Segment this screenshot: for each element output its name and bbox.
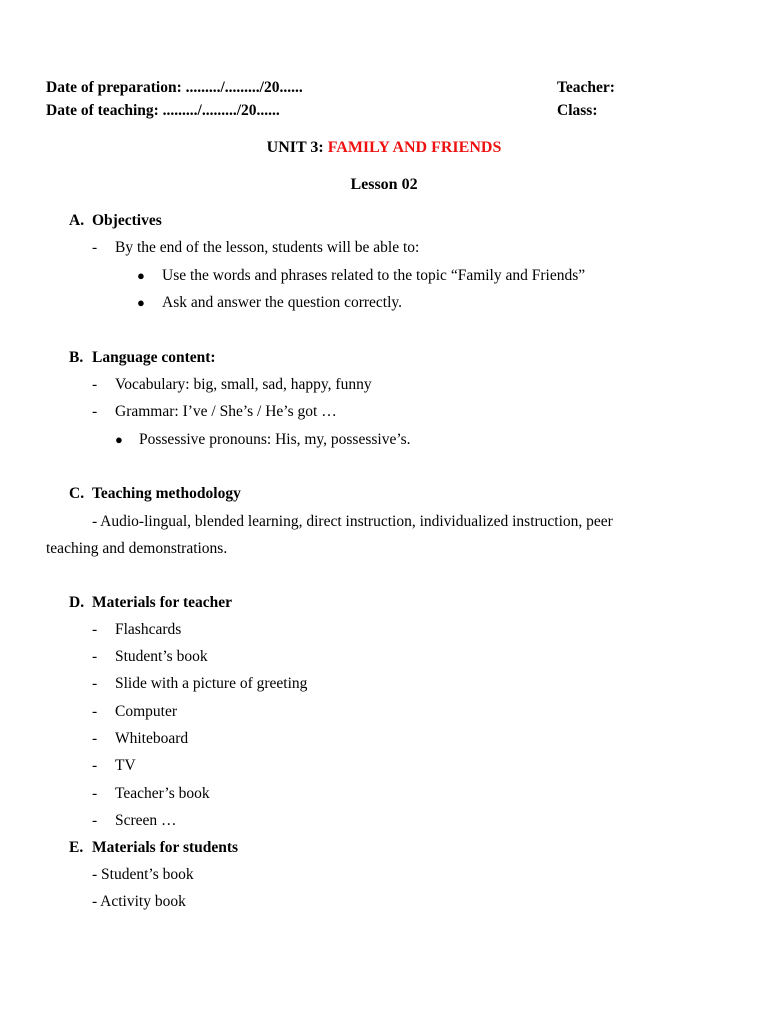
section-d-heading: Materials for teacher [92, 594, 233, 611]
dash-marker: - [92, 621, 98, 638]
dash-marker: - [92, 703, 98, 720]
bullet-icon: ● [115, 432, 123, 447]
objective-item: Ask and answer the question correctly. [162, 294, 403, 311]
teacher-material-item: Teacher’s book [115, 785, 210, 802]
section-e-letter: E. [69, 839, 84, 856]
vocabulary-line: Vocabulary: big, small, sad, happy, funny [115, 376, 372, 393]
dash-marker: - [92, 239, 98, 256]
dash-marker: - [92, 785, 98, 802]
teacher-material-item: TV [115, 757, 136, 774]
teacher-label: Teacher: [557, 79, 615, 96]
lesson-title: Lesson 02 [350, 176, 418, 193]
section-a-letter: A. [69, 212, 85, 229]
section-a-heading: Objectives [92, 212, 162, 229]
section-b-heading: Language content: [92, 349, 216, 366]
teacher-material-item: Screen … [115, 812, 177, 829]
section-c-heading: Teaching methodology [92, 485, 241, 502]
objective-item: Use the words and phrases related to the topic “Family and Friends” [162, 267, 586, 284]
bullet-icon: ● [137, 295, 145, 310]
class-label: Class: [557, 102, 598, 119]
dash-marker: - [92, 812, 98, 829]
dash-marker: - [92, 376, 98, 393]
possessive-pronouns-line: Possessive pronouns: His, my, possessive’s. [139, 431, 411, 448]
section-b-letter: B. [69, 349, 84, 366]
dash-marker: - [92, 730, 98, 747]
dash-marker: - [92, 675, 98, 692]
student-material-item: - Activity book [92, 893, 186, 910]
teacher-material-item: Slide with a picture of greeting [115, 675, 308, 692]
dash-marker: - [92, 403, 98, 420]
teacher-material-item: Student’s book [115, 648, 208, 665]
methodology-line-2: teaching and demonstrations. [46, 540, 228, 557]
section-d-letter: D. [69, 594, 85, 611]
unit-name: FAMILY AND FRIENDS [327, 139, 502, 156]
section-e-heading: Materials for students [92, 839, 239, 856]
objectives-intro: By the end of the lesson, students will be able to: [115, 239, 420, 256]
teacher-material-item: Computer [115, 703, 177, 720]
methodology-line-1: - Audio-lingual, blended learning, direct instruction, individualized instruction, peer [92, 513, 613, 530]
dash-marker: - [92, 757, 98, 774]
grammar-line: Grammar: I’ve / She’s / He’s got … [115, 403, 337, 420]
date-of-preparation: Date of preparation: ........./........./20...... [46, 79, 303, 96]
date-of-teaching: Date of teaching: ........./........./20...... [46, 102, 280, 119]
unit-title [0, 140, 768, 156]
teacher-material-item: Flashcards [115, 621, 182, 638]
section-c-letter: C. [69, 485, 85, 502]
student-material-item: - Student’s book [92, 866, 194, 883]
bullet-icon: ● [137, 268, 145, 283]
teacher-material-item: Whiteboard [115, 730, 189, 747]
unit-prefix: UNIT 3: [266, 139, 328, 156]
dash-marker: - [92, 648, 98, 665]
